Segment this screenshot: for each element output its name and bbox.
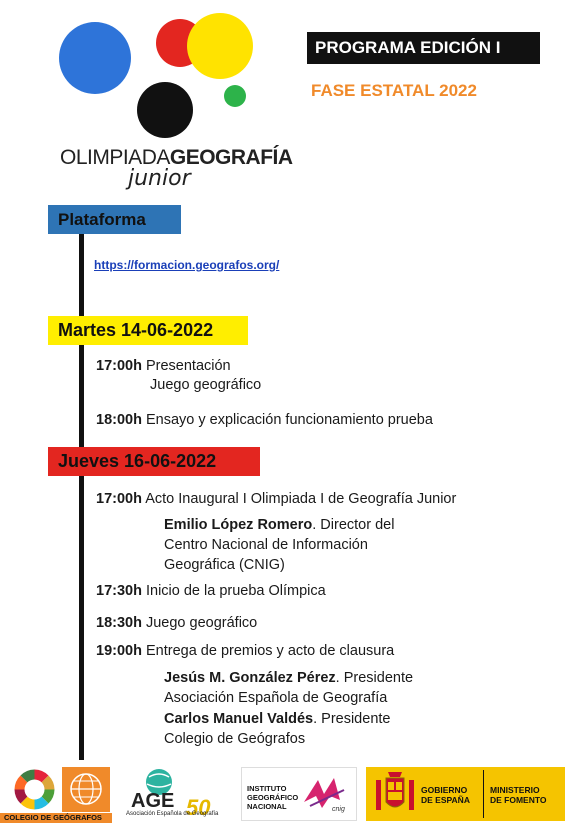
ign-line: GEOGRÁFICO: [247, 793, 299, 802]
logo-olimpiada: OLIMPIADA: [60, 146, 170, 169]
gobierno-text: [421, 785, 470, 805]
item-text: Entrega de premios y acto de clausura: [145, 643, 395, 659]
item-text: Presentación: [145, 358, 231, 374]
age-50: 50: [186, 795, 211, 820]
speaker-name: Jesús M. González Pérez: [164, 670, 336, 686]
item-time: 17:30h: [96, 583, 142, 599]
item-time: 18:30h: [96, 615, 142, 631]
item-text-line2: Juego geográfico: [150, 377, 262, 393]
speaker-name: Emilio López Romero: [164, 517, 313, 533]
speaker-line: [164, 517, 394, 533]
logo-geografia: GEOGRAFÍA: [169, 146, 293, 169]
schedule-item: [96, 615, 257, 631]
schedule-item: [96, 643, 394, 659]
timeline-line: [79, 230, 84, 760]
cnig-label: cnig: [332, 806, 345, 813]
colegio-logo: [62, 767, 110, 812]
olimpiada-logo-circles: [50, 8, 260, 148]
ign-line: INSTITUTO: [247, 784, 287, 793]
item-time: 19:00h: [96, 643, 142, 659]
gobierno-line: GOBIERNO: [421, 785, 468, 795]
gobierno-divider: [483, 770, 484, 818]
item-text: Inicio de la prueba Olímpica: [145, 583, 326, 599]
ministerio-line: MINISTERIO: [490, 785, 540, 795]
item-time: 17:00h: [96, 491, 142, 507]
speaker-line2: Colegio de Geógrafos: [164, 731, 306, 747]
speaker-role: . Presidente: [335, 670, 414, 686]
ministerio-text: [490, 785, 547, 805]
ministerio-line: DE FOMENTO: [490, 795, 547, 805]
speaker-line2: Asociación Española de Geografía: [164, 690, 388, 706]
plataforma-heading: Plataforma: [48, 205, 181, 234]
speaker-name: Carlos Manuel Valdés: [164, 711, 314, 727]
speaker-line3: Geográfica (CNIG): [164, 557, 285, 573]
speaker-line: [164, 670, 413, 686]
yellow-circle: [187, 13, 253, 79]
schedule-item: [96, 583, 326, 599]
age-logo-text: AGE: [131, 790, 175, 812]
logo-junior: junior: [128, 166, 191, 191]
item-time: 17:00h: [96, 358, 142, 374]
phase-title: FASE ESTATAL 2022: [311, 81, 477, 100]
ign-line: NACIONAL: [247, 802, 287, 811]
jueves-heading: Jueves 16-06-2022: [48, 447, 260, 476]
item-time: 18:00h: [96, 412, 142, 428]
schedule-item: [96, 358, 231, 374]
speaker-role: . Presidente: [313, 711, 391, 727]
martes-heading: Martes 14-06-2022: [48, 316, 248, 345]
green-circle: [224, 85, 246, 107]
sdg-wheel-icon: [12, 767, 57, 812]
speaker-line: [164, 711, 390, 727]
schedule-item: [96, 491, 456, 507]
age-subtitle: Asociación Española de Geografía: [126, 811, 219, 817]
blue-circle: [59, 22, 131, 94]
coat-of-arms-icon: [374, 770, 416, 818]
item-text: Ensayo y explicación funcionamiento prueba: [145, 412, 433, 428]
item-text: Juego geográfico: [145, 615, 258, 631]
ign-text: [247, 784, 298, 811]
gobierno-line: DE ESPAÑA: [421, 795, 470, 805]
speaker-line2: Centro Nacional de Información: [164, 537, 368, 553]
schedule-item: [96, 412, 433, 428]
program-title: PROGRAMA EDICIÓN I: [307, 32, 540, 64]
globe-icon: [62, 767, 110, 812]
black-circle: [137, 82, 193, 138]
plataforma-link[interactable]: https://formacion.geografos.org/: [94, 258, 280, 272]
speaker-role: . Director del: [312, 517, 395, 533]
colegio-label: COLEGIO DE GEÓGRAFOS: [0, 813, 112, 823]
item-text: Acto Inaugural I Olimpiada I de Geografía Junior: [145, 491, 457, 507]
